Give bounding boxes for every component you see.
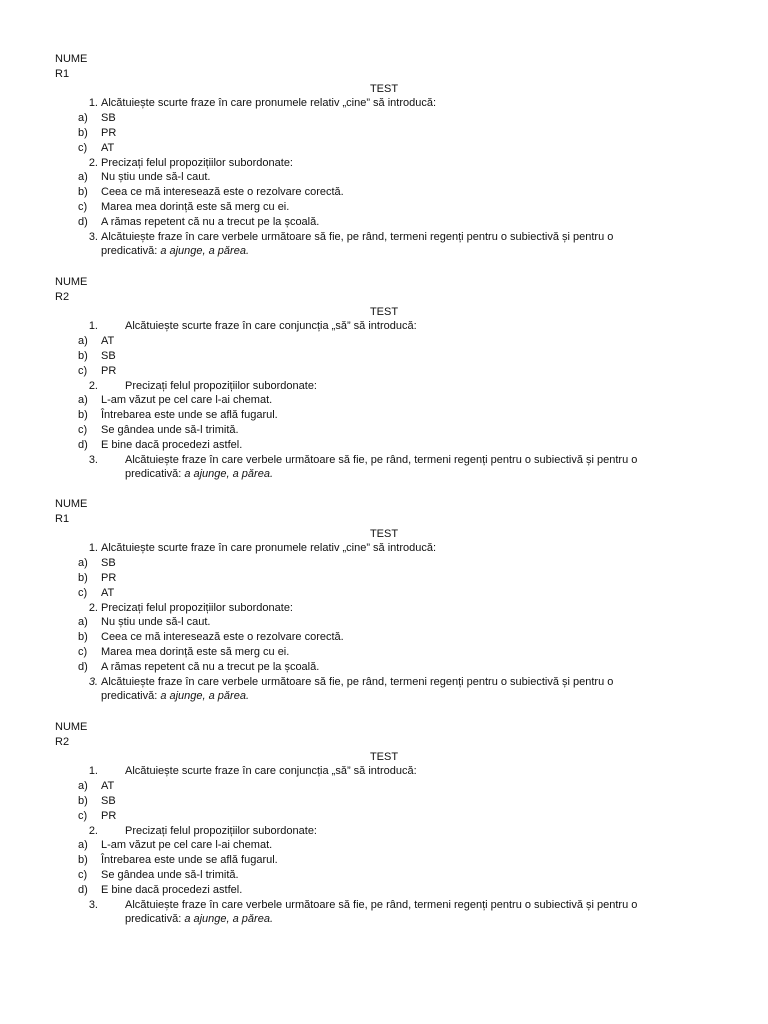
variant-label: R2 (55, 290, 70, 303)
item-marker: a) (78, 171, 88, 184)
question-text: Alcătuiește fraze în care verbele următoare să fie, pe rând, termeni regenți pentru o subiectivă și pentru o (125, 453, 638, 466)
question-number: 2. (88, 601, 98, 614)
item-text: SB (101, 557, 116, 570)
item-marker: b) (78, 795, 88, 807)
item-marker: c) (78, 809, 88, 822)
item-marker: d) (78, 883, 88, 896)
item-text: Ceea ce mă interesează este o rezolvare corectă. (101, 631, 344, 644)
test-title: TEST (369, 82, 399, 95)
test-title: TEST (369, 305, 399, 318)
question-number: 1. (88, 320, 98, 333)
item-text: A rămas repetent că nu a trecut pe la școală. (101, 660, 320, 673)
item-text: AT (101, 780, 115, 793)
question-text-continuation (101, 689, 249, 704)
question-number: 2. (88, 379, 98, 392)
item-marker: d) (78, 660, 88, 673)
item-marker: a) (78, 335, 88, 348)
variant-label: R1 (55, 512, 70, 525)
item-text: AT (101, 335, 115, 348)
item-text: SB (101, 350, 116, 362)
item-text: Întrebarea este unde se află fugarul. (101, 854, 278, 867)
item-text: L-am văzut pe cel care l-ai chemat. (101, 394, 273, 407)
item-marker: b) (78, 186, 88, 199)
variant-label: R2 (55, 735, 70, 748)
item-text: AT (101, 141, 115, 154)
item-text: PR (101, 364, 117, 377)
verb-list: a ajunge, a părea. (160, 690, 249, 703)
item-text: Întrebarea este unde se află fugarul. (101, 409, 278, 422)
item-text: SB (101, 795, 116, 807)
name-label: NUME (55, 721, 88, 733)
item-marker: a) (78, 557, 88, 570)
question-text: Alcătuiește scurte fraze în care conjuncția „să” să introducă: (125, 320, 417, 333)
item-text: Se gândea unde să-l trimită. (101, 424, 239, 436)
question-text-continuation (125, 467, 273, 482)
item-marker: b) (78, 409, 88, 422)
item-text: AT (101, 586, 115, 599)
item-text: Se gândea unde să-l trimită. (101, 869, 239, 881)
name-label: NUME (55, 498, 88, 510)
item-marker: c) (78, 586, 88, 599)
item-text: E bine dacă procedezi astfel. (101, 883, 243, 896)
question-text-continuation (125, 912, 273, 927)
continuation-plain: predicativă: (125, 913, 185, 926)
item-text: Ceea ce mă interesează este o rezolvare corectă. (101, 186, 344, 199)
question-number: 1. (88, 765, 98, 778)
item-marker: b) (78, 854, 88, 867)
question-number: 3. (88, 675, 98, 688)
item-marker: a) (78, 394, 88, 407)
item-text: Marea mea dorință este să merg cu ei. (101, 201, 290, 213)
item-marker: c) (78, 646, 88, 658)
question-text: Alcătuiește fraze în care verbele următoare să fie, pe rând, termeni regenți pentru o subiectivă și pentru o (101, 230, 614, 243)
item-marker: d) (78, 215, 88, 228)
continuation-plain: predicativă: (101, 690, 161, 703)
question-text: Alcătuiește scurte fraze în care conjuncția „să” să introducă: (125, 765, 417, 778)
item-marker: a) (78, 616, 88, 629)
test-title: TEST (369, 750, 399, 763)
question-number: 1. (88, 97, 98, 110)
item-text: PR (101, 127, 117, 139)
continuation-plain: predicativă: (101, 245, 161, 258)
item-marker: b) (78, 572, 88, 584)
item-marker: b) (78, 631, 88, 644)
question-text: Alcătuiește scurte fraze în care pronumele relativ „cine” să introducă: (101, 542, 437, 555)
question-text-continuation (101, 244, 249, 259)
question-number: 2. (88, 156, 98, 169)
item-marker: d) (78, 438, 88, 451)
item-text: SB (101, 112, 116, 125)
item-marker: c) (78, 424, 88, 436)
item-marker: c) (78, 201, 88, 213)
question-number: 3. (88, 453, 98, 466)
item-text: A rămas repetent că nu a trecut pe la școală. (101, 215, 320, 228)
item-marker: b) (78, 127, 88, 139)
question-text: Precizați felul propozițiilor subordonate: (101, 156, 293, 169)
variant-label: R1 (55, 67, 70, 80)
item-marker: c) (78, 869, 88, 881)
item-text: E bine dacă procedezi astfel. (101, 438, 243, 451)
item-marker: c) (78, 141, 88, 154)
item-text: Marea mea dorință este să merg cu ei. (101, 646, 290, 658)
question-text: Precizați felul propozițiilor subordonate: (125, 379, 317, 392)
name-label: NUME (55, 276, 88, 288)
question-text: Precizați felul propozițiilor subordonate: (125, 824, 317, 837)
item-text: Nu știu unde să-l caut. (101, 171, 211, 184)
item-text: PR (101, 572, 117, 584)
item-text: PR (101, 809, 117, 822)
verb-list: a ajunge, a părea. (184, 468, 273, 481)
question-text: Alcătuiește fraze în care verbele următoare să fie, pe rând, termeni regenți pentru o subiectivă și pentru o (101, 675, 614, 688)
question-text: Precizați felul propozițiilor subordonate: (101, 601, 293, 614)
name-label: NUME (55, 53, 88, 65)
continuation-plain: predicativă: (125, 468, 185, 481)
test-title: TEST (369, 527, 399, 540)
item-marker: c) (78, 364, 88, 377)
item-text: L-am văzut pe cel care l-ai chemat. (101, 839, 273, 852)
question-number: 1. (88, 542, 98, 555)
question-number: 2. (88, 824, 98, 837)
verb-list: a ajunge, a părea. (184, 913, 273, 926)
question-number: 3. (88, 230, 98, 243)
item-text: Nu știu unde să-l caut. (101, 616, 211, 629)
item-marker: a) (78, 112, 88, 125)
item-marker: a) (78, 780, 88, 793)
item-marker: a) (78, 839, 88, 852)
verb-list: a ajunge, a părea. (160, 245, 249, 258)
question-text: Alcătuiește fraze în care verbele următoare să fie, pe rând, termeni regenți pentru o subiectivă și pentru o (125, 898, 638, 911)
item-marker: b) (78, 350, 88, 362)
question-number: 3. (88, 898, 98, 911)
question-text: Alcătuiește scurte fraze în care pronumele relativ „cine” să introducă: (101, 97, 437, 110)
